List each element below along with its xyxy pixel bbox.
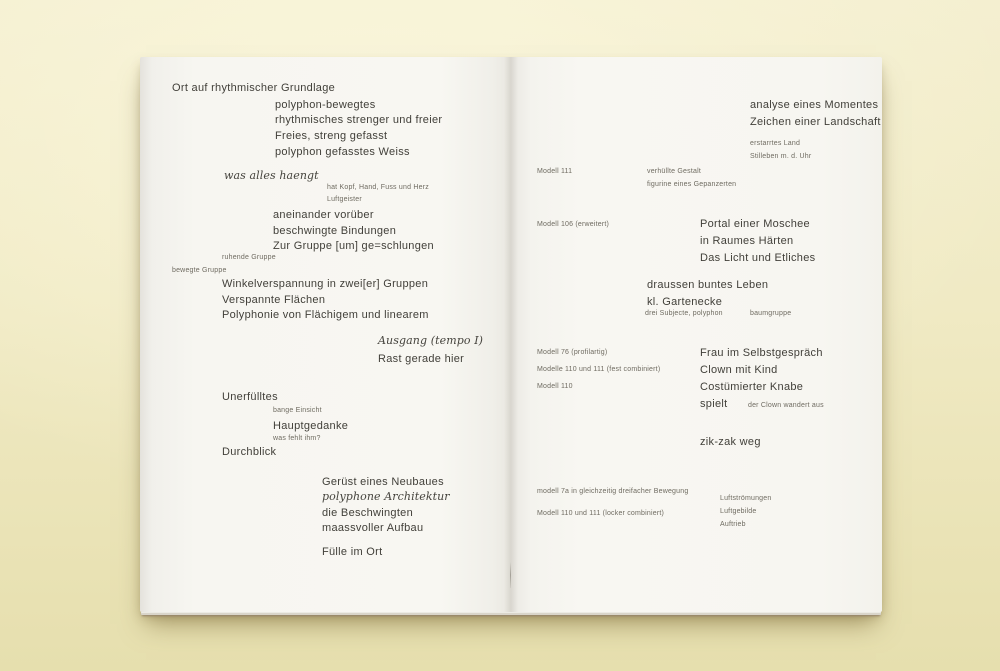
caption-line: baumgruppe — [750, 310, 792, 317]
caption-line: drei Subjecte, polyphon — [645, 310, 723, 317]
text-line: Winkelverspannung in zwei[er] Gruppen — [222, 278, 429, 290]
text-line: die Beschwingten — [322, 507, 414, 519]
text-line: Ort auf rhythmischer Grundlage — [172, 82, 336, 94]
left-page — [140, 57, 511, 612]
text-line: Fülle im Ort — [322, 546, 383, 558]
text-line: rhythmisches strenger und freier — [275, 114, 443, 126]
caption-line: Luftgeister — [327, 196, 362, 203]
text-line: spielt — [700, 398, 728, 410]
text-line: Rast gerade hier — [378, 353, 465, 365]
text-line: Frau im Selbstgespräch — [700, 347, 823, 359]
text-line: Portal einer Moschee — [700, 218, 810, 230]
staple-mark — [510, 562, 511, 588]
text-line: polyphon gefasstes Weiss — [275, 146, 410, 158]
caption-line: hat Kopf, Hand, Fuss und Herz — [327, 184, 429, 191]
text-line-italic: polyphone Architektur — [322, 490, 450, 503]
model-label: modell 7a in gleichzeitig dreifacher Bewegung — [537, 488, 689, 495]
center-fold — [504, 57, 518, 612]
caption-line: ruhende Gruppe — [222, 254, 276, 261]
text-line: analyse eines Momentes — [750, 99, 879, 111]
model-label: Modell 110 und 111 (locker combiniert) — [537, 510, 665, 517]
model-label: Modell 110 — [537, 383, 573, 390]
caption-line: figurine eines Gepanzerten — [647, 181, 737, 188]
text-line: in Raumes Härten — [700, 235, 794, 247]
text-line: aneinander vorüber — [273, 209, 374, 221]
text-line: Verspannte Flächen — [222, 294, 326, 306]
text-line-italic: was alles haengt — [224, 169, 319, 182]
text-line: maassvoller Aufbau — [322, 522, 424, 534]
caption-line: erstarrtes Land — [750, 140, 801, 147]
text-line: Clown mit Kind — [700, 364, 778, 376]
caption-line: der Clown wandert aus — [748, 402, 824, 409]
text-line: Unerfülltes — [222, 391, 278, 403]
text-line: beschwingte Bindungen — [273, 225, 397, 237]
book-spread — [140, 57, 882, 612]
text-line: Freies, streng gefasst — [275, 130, 388, 142]
caption-line: Auftrieb — [720, 521, 746, 528]
text-line: draussen buntes Leben — [647, 279, 769, 291]
caption-line: verhüllte Gestalt — [647, 168, 701, 175]
text-line: Hauptgedanke — [273, 420, 349, 432]
caption-line: Luftströmungen — [720, 495, 772, 502]
caption-line: bewegte Gruppe — [172, 267, 227, 274]
model-label: Modelle 110 und 111 (fest combiniert) — [537, 366, 661, 373]
text-line: Gerüst eines Neubaues — [322, 476, 444, 488]
text-line: polyphon-bewegtes — [275, 99, 376, 111]
model-label: Modell 76 (profilartig) — [537, 349, 608, 356]
model-label: Modell 106 (erweitert) — [537, 221, 610, 228]
text-line: Zeichen einer Landschaft — [750, 116, 881, 128]
caption-line: Luftgebilde — [720, 508, 757, 515]
caption-line: bange Einsicht — [273, 407, 322, 414]
text-line: Durchblick — [222, 446, 277, 458]
caption-line: Stilleben m. d. Uhr — [750, 153, 812, 160]
text-line: Polyphonie von Flächigem und linearem — [222, 309, 429, 321]
right-page — [511, 57, 882, 612]
text-line: Das Licht und Etliches — [700, 252, 816, 264]
text-line: kl. Gartenecke — [647, 296, 723, 308]
text-line: Zur Gruppe [um] ge=schlungen — [273, 240, 434, 252]
text-line: Costümierter Knabe — [700, 381, 804, 393]
text-line-italic: Ausgang (tempo I) — [378, 334, 484, 347]
text-line: zik-zak weg — [700, 436, 761, 448]
model-label: Modell 111 — [537, 168, 573, 175]
caption-line: was fehlt ihm? — [273, 435, 321, 442]
